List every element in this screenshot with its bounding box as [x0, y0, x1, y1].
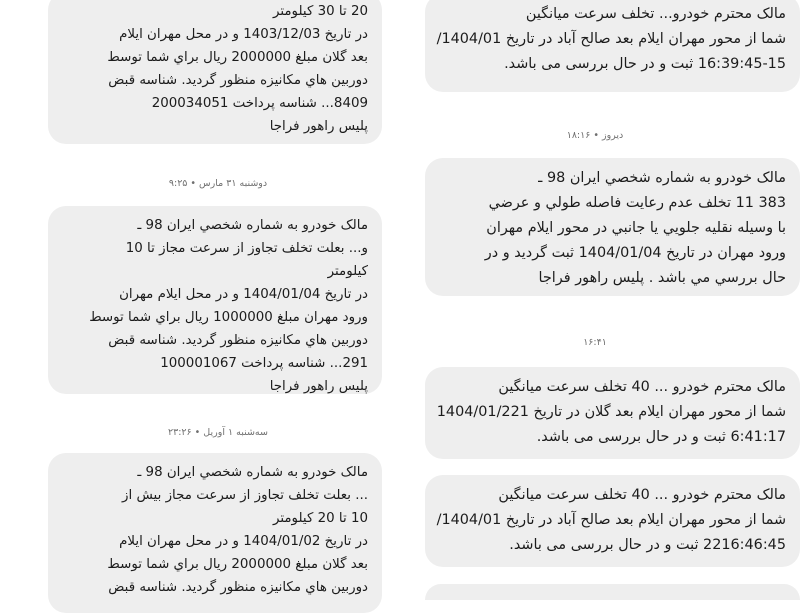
message-line: 6:41:17 ثبت و در حال بررسی می باشد. [536, 429, 786, 445]
message-line: مالک خودرو به شماره شخصي ایران 98 ـ [137, 218, 368, 233]
message-timestamp: سه‌شنبه ۱ آوریل • ۲۳:۲۶ [168, 427, 268, 438]
message-line: شما از محور مهران ایلام بعد صالح آباد در تاریخ 1404/01/ [436, 31, 786, 47]
message-bubble-partial[interactable] [425, 584, 800, 600]
message-line: 10 تا 20 کیلومتر [272, 511, 368, 526]
message-line: مالک محترم خودرو ... 40 تخلف سرعت میانگین [498, 379, 786, 395]
message-line: شما از محور مهران ایلام بعد صالح آباد در تاریخ 1404/01/ [436, 512, 786, 528]
message-line: شما از محور مهران ایلام بعد گلان در تاریخ 1404/01/221 [436, 404, 786, 420]
message-line: ... بعلت تخلف تجاوز از سرعت مجاز بیش از [122, 488, 368, 503]
message-line: 383 11 تخلف عدم رعایت فاصله طولي و عرضي [488, 195, 786, 211]
message-line: ورود مهران در تاریخ 1404/01/04 ثبت گردید و در [484, 245, 786, 261]
message-line: مالک خودرو به شماره شخصي ایران 98 ـ [538, 170, 786, 186]
message-line: پلیس راهور فراجا [269, 379, 368, 394]
message-bubble[interactable] [48, 206, 382, 394]
message-line: بعد گلان مبلغ 2000000 ریال براي شما توسط [107, 50, 368, 65]
message-timestamp: دیروز • ۱۸:۱۶ [566, 130, 624, 141]
message-line: مالک محترم خودرو ... 40 تخلف سرعت میانگین [498, 487, 786, 503]
message-line: دوربین هاي مکانیزه منظور گردید. شناسه قبض [108, 580, 368, 595]
message-line: مالک محترم خودرو... تخلف سرعت میانگین [525, 6, 786, 22]
message-line: بعد گلان مبلغ 2000000 ریال براي شما توسط [107, 557, 368, 572]
message-line: ورود مهران مبلغ 1000000 ریال براي شما توسط [89, 310, 368, 325]
message-line: 16:39:45-15 ثبت و در حال بررسی می باشد. [504, 56, 786, 72]
message-line: در تاریخ 1404/01/02 و در محل مهران ایلام [119, 534, 368, 549]
message-timestamp: دوشنبه ۳۱ مارس • ۹:۲۵ [168, 178, 268, 189]
message-bubble[interactable] [425, 367, 800, 459]
message-bubble[interactable] [425, 0, 800, 92]
message-line: مالک خودرو به شماره شخصي ایران 98 ـ [137, 465, 368, 480]
message-line: با وسیله نقلیه جلویي یا جانبي در محور ایلام مهران [486, 220, 786, 236]
message-bubble[interactable] [48, 0, 382, 144]
message-line: کیلومتر [327, 264, 368, 279]
message-line: در تاریخ 1404/01/04 و در محل ایلام مهران [119, 287, 368, 302]
message-bubble[interactable] [48, 453, 382, 613]
message-line: 20 تا 30 کیلومتر [272, 4, 368, 19]
message-line: پلیس راهور فراجا [269, 119, 368, 134]
message-line: دوربین هاي مکانیزه منظور گردید. شناسه قبض [108, 333, 368, 348]
message-line: 291... شناسه پرداخت 100001067 [160, 356, 368, 371]
message-bubble[interactable] [425, 475, 800, 567]
message-line: 2216:46:45 ثبت و در حال بررسی می باشد. [509, 537, 786, 553]
message-line: و... بعلت تخلف تجاوز از سرعت مجاز تا 10 [125, 241, 368, 256]
message-bubble[interactable] [425, 158, 800, 296]
message-line: دوربین هاي مکانیزه منظور گردید. شناسه قبض [108, 73, 368, 88]
message-line: حال بررسي مي باشد . پلیس راهور فراجا [538, 270, 786, 286]
message-line: در تاریخ 1403/12/03 و در محل مهران ایلام [119, 27, 368, 42]
message-timestamp: ۱۶:۴۱ [583, 337, 607, 348]
message-line: 8409... شناسه پرداخت 200034051 [151, 96, 368, 111]
